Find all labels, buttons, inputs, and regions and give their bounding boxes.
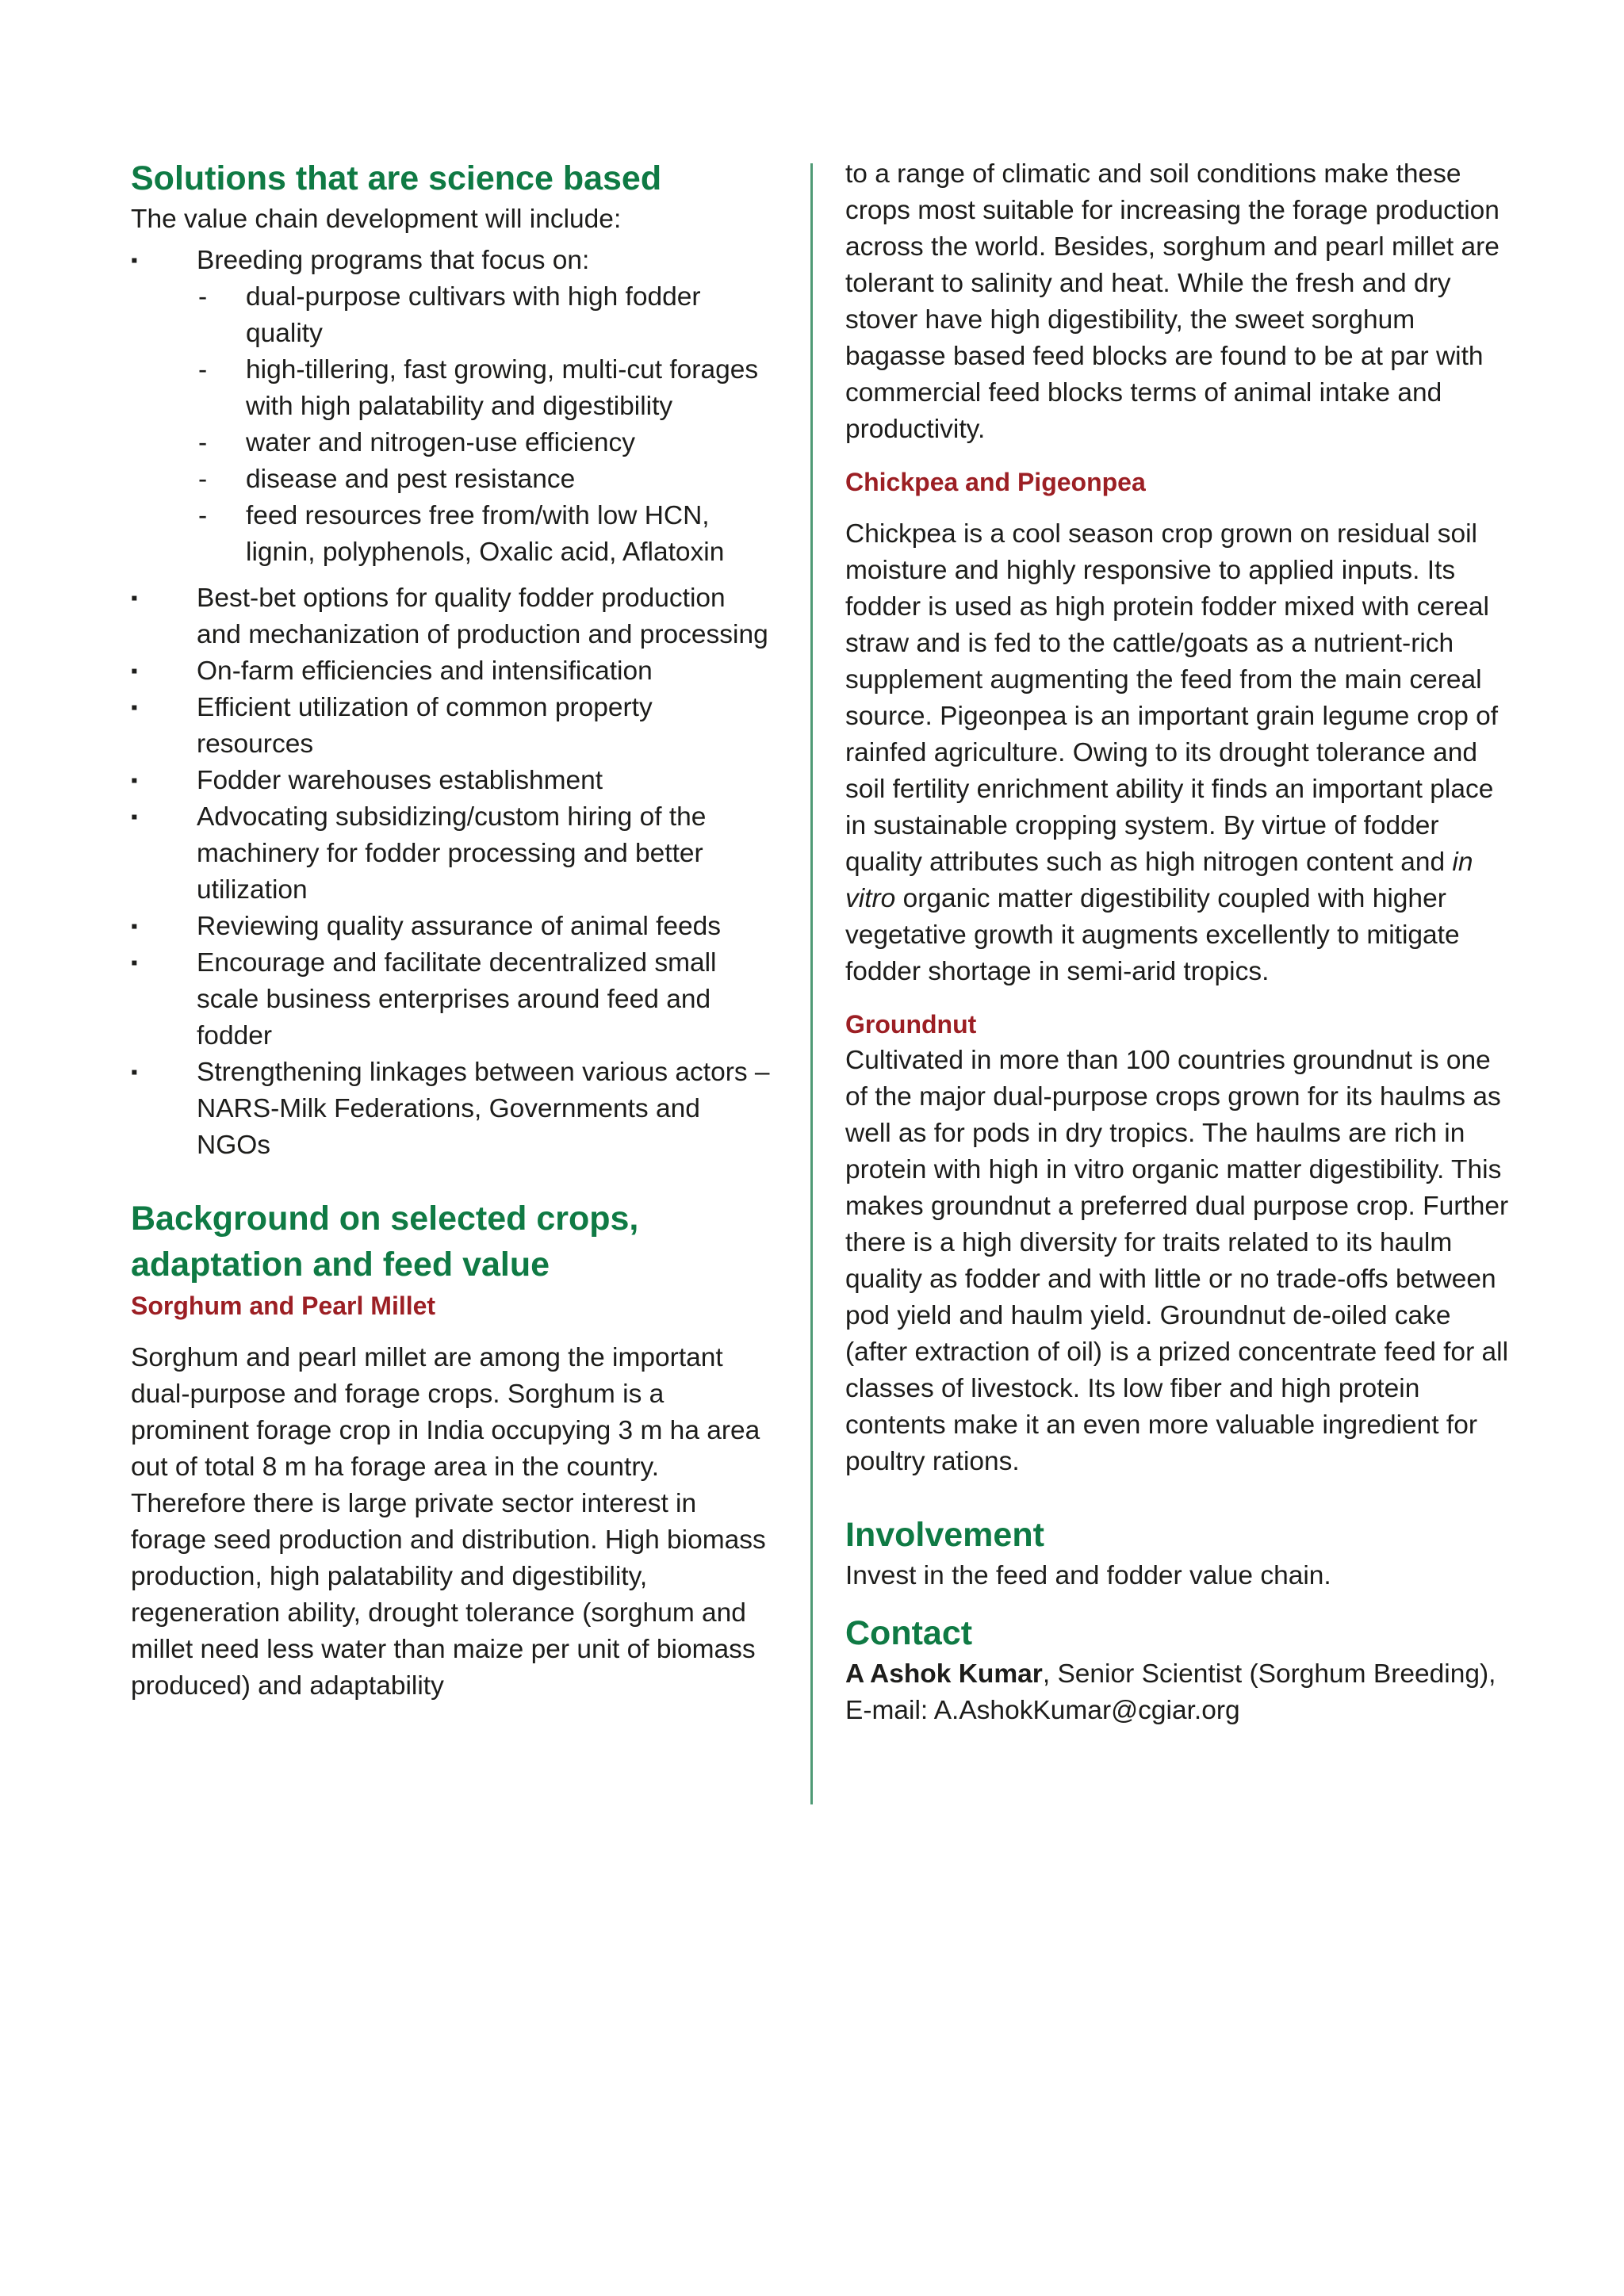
bullet-marker: ▪ [131,952,138,974]
list-item-text: Best-bet options for quality fodder production and mechanization of production and processing [197,584,768,649]
breeding-label: Breeding programs that focus on: [197,246,590,275]
dash-marker: - [198,355,208,385]
bullet-marker: ▪ [131,660,138,682]
in-vitro-italic: in vitro [845,848,1473,913]
bullet-marker: ▪ [131,697,138,718]
list-item-text: On-farm efficiencies and intensification [197,656,653,686]
chickpea-paragraph [845,516,1511,990]
list-item [131,690,773,763]
list-item [131,580,773,653]
list-item [131,909,773,945]
contact-name: A Ashok Kumar [845,1659,1043,1689]
dash-marker: - [198,282,208,312]
sublist-item-text: high-tillering, fast growing, multi-cut forages with high palatability and digestibility [246,355,759,421]
chickpea-text-end: organic matter digestibility coupled with higher vegetative growth it augments excellently to mitigate fodder shortage in semi-arid tropics. [845,884,1460,986]
sorghum-paragraph: Sorghum and pearl millet are among the important dual-purpose and forage crops. Sorghum is a prominent forage crop in India occupying 3 m ha area out of total 8 m ha forage area in the country. Therefore there is large private sector interest in forage seed production and distribution. High biomass production, high palatability and digestibility, regeneration ability, drought tolerance (sorghum and millet need less water than maize per unit of biomass produced) and adaptability [131,1343,766,1701]
solutions-intro: The value chain development will include: [131,205,622,234]
contact-role: , Senior Scientist (Sorghum Breeding), [1042,1659,1496,1689]
sublist-item [197,461,773,498]
contact-email: E-mail: A.AshokKumar@cgiar.org [845,1696,1240,1725]
list-item-text: Strengthening linkages between various actors – NARS-Milk Federations, Governments and NGOs [197,1058,770,1160]
chickpea-text-start: Chickpea is a cool season crop grown on residual soil moisture and highly responsive to applied inputs. Its fodder is used as high protein fodder mixed with cereal straw and is fed to the cattle/goats as a nutrient-rich supplement augmenting the feed from the main cereal source. Pigeonpea is an important grain legume crop of rainfed agriculture. Owing to its drought tolerance and soil fertility enrichment ability it finds an important place in sustainable cropping system. By virtue of fodder quality attributes such as high nitrogen content and [845,519,1499,877]
list-item [131,1054,773,1164]
sublist-item [197,352,773,425]
involvement-heading: Involvement [845,1516,1044,1554]
contact-heading: Contact [845,1614,973,1652]
breeding-sublist [197,279,773,571]
column-divider [810,163,813,1804]
sublist-item-text: water and nitrogen-use efficiency [246,428,636,457]
solutions-list [131,243,773,1164]
background-heading [131,1196,773,1288]
list-item [131,653,773,690]
background-heading-line2: adaptation and feed value [131,1246,550,1284]
dash-marker: - [198,428,208,457]
list-item [131,799,773,909]
background-heading-line1: Background on selected crops, [131,1200,639,1238]
list-item [131,763,773,799]
sublist-item-text: dual-purpose cultivars with high fodder quality [246,282,701,348]
sorghum-paragraph-continued: to a range of climatic and soil conditions make these crops most suitable for increasing the forage production across the world. Besides, sorghum and pearl millet are tolerant to salinity and heat. While the fresh and dry stover have high digestibility, the sweet sorghum bagasse based feed blocks are found to be at par with commercial feed blocks terms of animal intake and productivity. [845,159,1500,444]
right-column [845,156,1511,1729]
list-item-text: Efficient utilization of common property resources [197,693,653,759]
groundnut-heading: Groundnut [845,1010,977,1039]
list-item [131,945,773,1054]
chickpea-heading: Chickpea and Pigeonpea [845,468,1146,496]
solutions-heading: Solutions that are science based [131,159,662,197]
list-item-text: Advocating subsidizing/custom hiring of the machinery for fodder processing and better utilization [197,802,707,905]
list-item-text: Encourage and facilitate decentralized small scale business enterprises around feed and fodder [197,948,717,1050]
groundnut-paragraph: Cultivated in more than 100 countries groundnut is one of the major dual-purpose crops grown for its haulms as well as for pods in dry tropics. The haulms are rich in protein with high in vitro organic matter digestibility. This makes groundnut a preferred dual purpose crop. Further there is a high diversity for traits related to its haulm quality as fodder and with little or no trade-offs between pod yield and haulm yield. Groundnut de-oiled cake (after extraction of oil) is a prized concentrate feed for all classes of livestock. Its low fiber and high protein contents make it an even more valuable ingredient for poultry rations. [845,1046,1509,1476]
bullet-marker: ▪ [131,250,138,271]
list-item [131,243,773,571]
left-column [131,155,773,1705]
sorghum-heading: Sorghum and Pearl Millet [131,1292,436,1320]
sublist-item [197,279,773,352]
bullet-marker: ▪ [131,916,138,937]
list-item-text: Reviewing quality assurance of animal feeds [197,912,722,941]
bullet-marker: ▪ [131,770,138,791]
dash-marker: - [198,465,208,494]
involvement-text: Invest in the feed and fodder value chain. [845,1561,1331,1590]
contact-line [845,1656,1511,1693]
dash-marker: - [198,501,208,530]
list-item-text: Fodder warehouses establishment [197,766,603,795]
sublist-item [197,425,773,461]
bullet-marker: ▪ [131,806,138,828]
sublist-item-text: feed resources free from/with low HCN, lignin, polyphenols, Oxalic acid, Aflatoxin [246,501,725,567]
bullet-marker: ▪ [131,1062,138,1083]
sublist-item-text: disease and pest resistance [246,465,576,494]
sublist-item [197,498,773,571]
bullet-marker: ▪ [131,587,138,609]
